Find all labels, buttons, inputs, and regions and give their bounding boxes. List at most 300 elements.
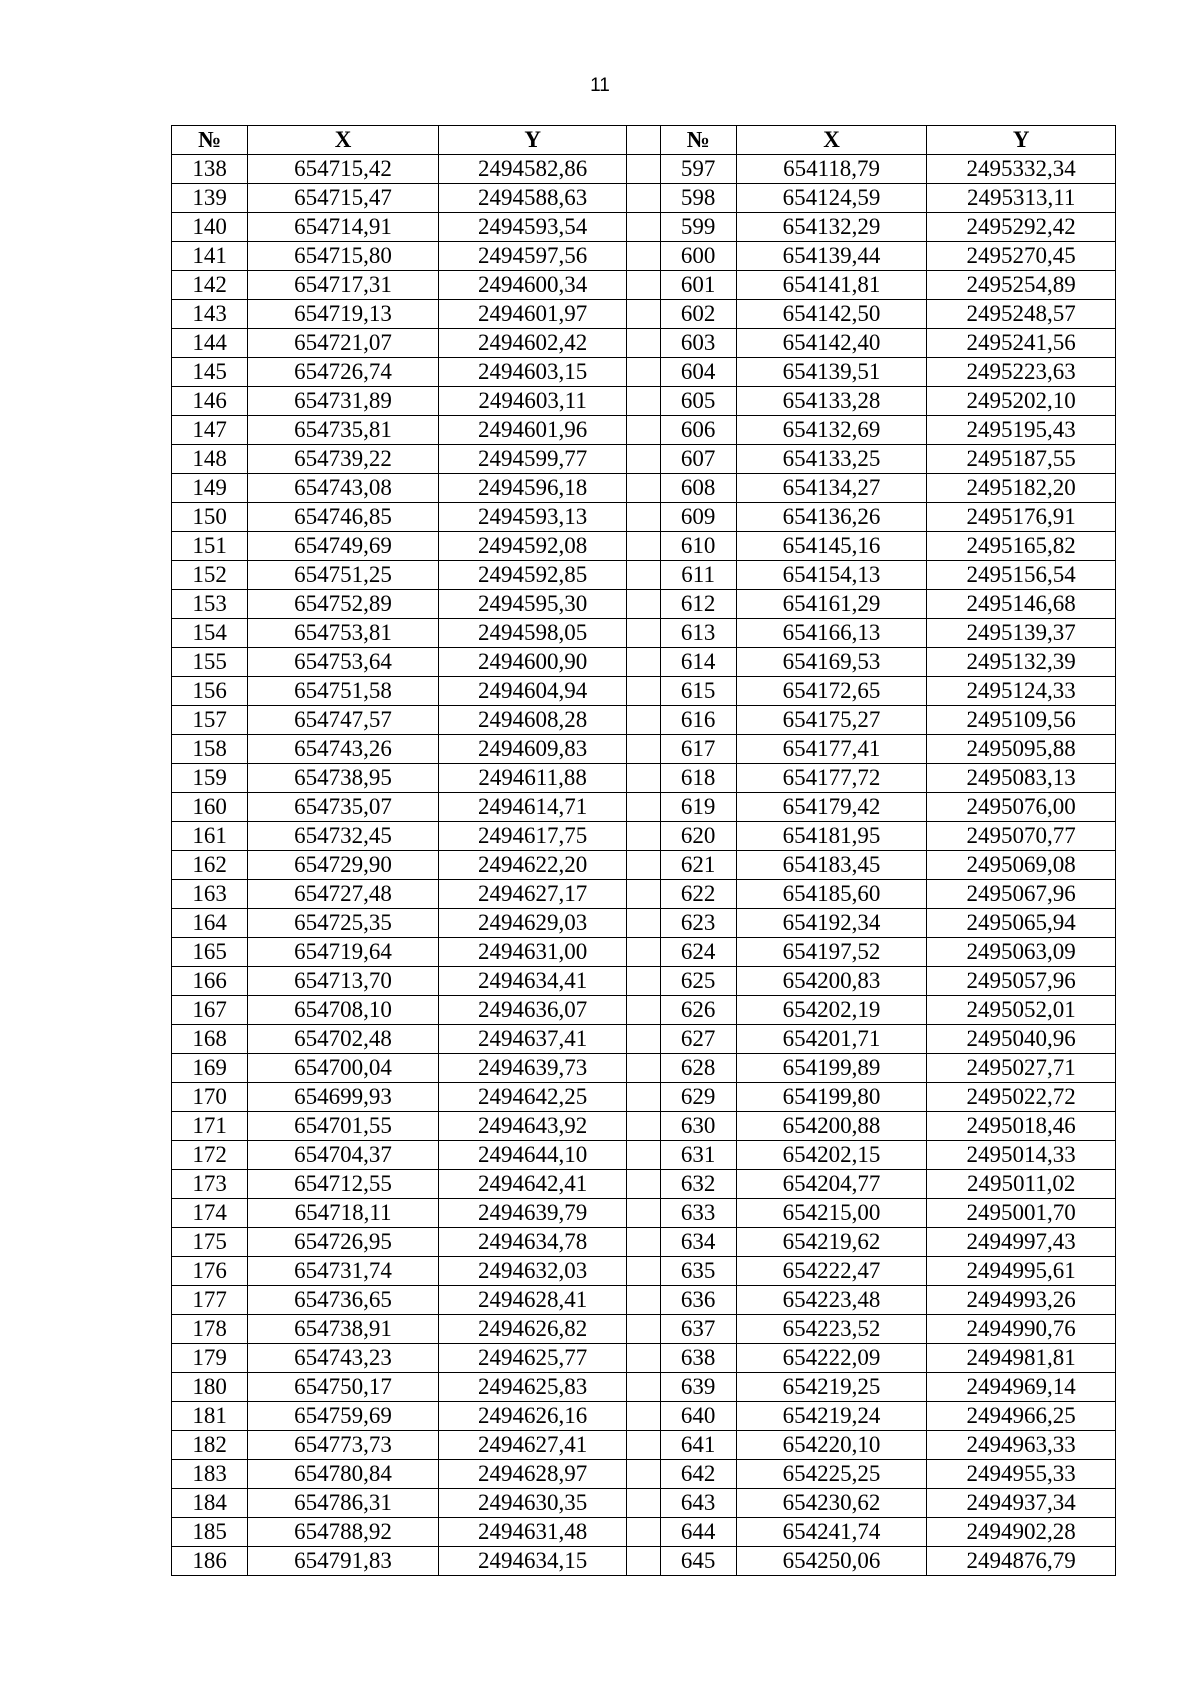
y-left-cell: 2494626,16	[438, 1402, 627, 1431]
y-left-cell: 2494644,10	[438, 1141, 627, 1170]
point-number-left-cell: 181	[172, 1402, 248, 1431]
point-number-right-cell: 634	[660, 1228, 736, 1257]
point-number-left-cell: 183	[172, 1460, 248, 1489]
x-left-cell: 654731,74	[248, 1257, 439, 1286]
point-number-right-cell: 607	[660, 445, 736, 474]
point-number-left-cell: 154	[172, 619, 248, 648]
y-right-cell: 2495187,55	[927, 445, 1116, 474]
x-left-cell: 654699,93	[248, 1083, 439, 1112]
x-left-cell: 654735,81	[248, 416, 439, 445]
x-left-cell: 654786,31	[248, 1489, 439, 1518]
x-left-cell: 654780,84	[248, 1460, 439, 1489]
point-number-right-cell: 609	[660, 503, 736, 532]
y-right-cell: 2495132,39	[927, 648, 1116, 677]
point-number-right-cell: 635	[660, 1257, 736, 1286]
spacer-cell	[627, 1344, 660, 1373]
point-number-right-cell: 598	[660, 184, 736, 213]
x-right-cell: 654215,00	[736, 1199, 927, 1228]
point-number-left-cell: 182	[172, 1431, 248, 1460]
point-number-right-cell: 643	[660, 1489, 736, 1518]
x-left-cell: 654702,48	[248, 1025, 439, 1054]
y-left-cell: 2494627,17	[438, 880, 627, 909]
y-right-cell: 2494981,81	[927, 1344, 1116, 1373]
y-left-cell: 2494625,77	[438, 1344, 627, 1373]
y-right-cell: 2494966,25	[927, 1402, 1116, 1431]
y-left-cell: 2494604,94	[438, 677, 627, 706]
coordinates-table	[171, 125, 1116, 1576]
x-right-cell: 654223,48	[736, 1286, 927, 1315]
y-left-cell: 2494609,83	[438, 735, 627, 764]
y-left-cell: 2494639,73	[438, 1054, 627, 1083]
y-right-cell: 2495109,56	[927, 706, 1116, 735]
table-row	[172, 300, 1116, 329]
x-right-cell: 654169,53	[736, 648, 927, 677]
y-right-cell: 2495313,11	[927, 184, 1116, 213]
point-number-left-cell: 158	[172, 735, 248, 764]
y-right-cell: 2495195,43	[927, 416, 1116, 445]
y-left-cell: 2494617,75	[438, 822, 627, 851]
y-right-cell: 2495018,46	[927, 1112, 1116, 1141]
x-right-cell: 654199,89	[736, 1054, 927, 1083]
y-left-cell: 2494642,25	[438, 1083, 627, 1112]
x-right-cell: 654219,62	[736, 1228, 927, 1257]
point-number-left-cell: 167	[172, 996, 248, 1025]
point-number-left-cell: 161	[172, 822, 248, 851]
x-right-cell: 654225,25	[736, 1460, 927, 1489]
y-right-cell: 2494876,79	[927, 1547, 1116, 1576]
y-right-cell: 2494990,76	[927, 1315, 1116, 1344]
y-left-cell: 2494628,97	[438, 1460, 627, 1489]
point-number-right-cell: 610	[660, 532, 736, 561]
point-number-right-cell: 637	[660, 1315, 736, 1344]
x-left-cell: 654719,13	[248, 300, 439, 329]
y-left-cell: 2494634,78	[438, 1228, 627, 1257]
point-number-right-cell: 608	[660, 474, 736, 503]
x-left-cell: 654753,81	[248, 619, 439, 648]
x-right-cell: 654132,69	[736, 416, 927, 445]
y-left-cell: 2494588,63	[438, 184, 627, 213]
y-left-cell: 2494643,92	[438, 1112, 627, 1141]
y-left-cell: 2494637,41	[438, 1025, 627, 1054]
table-row	[172, 1141, 1116, 1170]
point-number-right-cell: 599	[660, 213, 736, 242]
table-row	[172, 1286, 1116, 1315]
x-left-cell: 654752,89	[248, 590, 439, 619]
point-number-left-cell: 146	[172, 387, 248, 416]
table-row	[172, 1112, 1116, 1141]
x-left-cell: 654712,55	[248, 1170, 439, 1199]
spacer-cell	[627, 1373, 660, 1402]
table-row	[172, 590, 1116, 619]
point-number-right-cell: 605	[660, 387, 736, 416]
spacer-cell	[627, 677, 660, 706]
point-number-right-cell: 626	[660, 996, 736, 1025]
y-left-cell: 2494630,35	[438, 1489, 627, 1518]
y-right-cell: 2495067,96	[927, 880, 1116, 909]
x-right-cell: 654199,80	[736, 1083, 927, 1112]
y-right-cell: 2494993,26	[927, 1286, 1116, 1315]
point-number-right-cell: 642	[660, 1460, 736, 1489]
y-left-cell: 2494595,30	[438, 590, 627, 619]
x-right-cell: 654179,42	[736, 793, 927, 822]
y-left-cell: 2494601,97	[438, 300, 627, 329]
point-number-right-cell: 606	[660, 416, 736, 445]
y-right-cell: 2495248,57	[927, 300, 1116, 329]
x-left-cell: 654717,31	[248, 271, 439, 300]
spacer-cell	[627, 909, 660, 938]
spacer-cell	[627, 213, 660, 242]
point-number-right-cell: 612	[660, 590, 736, 619]
x-left-cell: 654719,64	[248, 938, 439, 967]
x-right-cell: 654161,29	[736, 590, 927, 619]
point-number-right-cell: 631	[660, 1141, 736, 1170]
point-number-left-cell: 157	[172, 706, 248, 735]
y-right-cell: 2495052,01	[927, 996, 1116, 1025]
x-left-cell: 654704,37	[248, 1141, 439, 1170]
spacer-cell	[627, 1460, 660, 1489]
y-right-cell: 2494995,61	[927, 1257, 1116, 1286]
x-left-cell: 654743,08	[248, 474, 439, 503]
y-left-cell: 2494631,48	[438, 1518, 627, 1547]
header-spacer	[627, 126, 660, 155]
x-right-cell: 654139,44	[736, 242, 927, 271]
spacer-cell	[627, 1199, 660, 1228]
x-right-cell: 654230,62	[736, 1489, 927, 1518]
y-left-cell: 2494601,96	[438, 416, 627, 445]
point-number-left-cell: 170	[172, 1083, 248, 1112]
spacer-cell	[627, 1112, 660, 1141]
table-row	[172, 1199, 1116, 1228]
x-right-cell: 654177,41	[736, 735, 927, 764]
table-row	[172, 735, 1116, 764]
point-number-left-cell: 179	[172, 1344, 248, 1373]
y-right-cell: 2495156,54	[927, 561, 1116, 590]
spacer-cell	[627, 1518, 660, 1547]
point-number-left-cell: 185	[172, 1518, 248, 1547]
point-number-left-cell: 168	[172, 1025, 248, 1054]
x-left-cell: 654713,70	[248, 967, 439, 996]
x-left-cell: 654759,69	[248, 1402, 439, 1431]
point-number-left-cell: 169	[172, 1054, 248, 1083]
y-right-cell: 2494997,43	[927, 1228, 1116, 1257]
spacer-cell	[627, 1402, 660, 1431]
x-left-cell: 654721,07	[248, 329, 439, 358]
spacer-cell	[627, 242, 660, 271]
spacer-cell	[627, 1054, 660, 1083]
spacer-cell	[627, 1315, 660, 1344]
point-number-right-cell: 623	[660, 909, 736, 938]
point-number-right-cell: 633	[660, 1199, 736, 1228]
point-number-right-cell: 627	[660, 1025, 736, 1054]
y-left-cell: 2494598,05	[438, 619, 627, 648]
y-right-cell: 2495001,70	[927, 1199, 1116, 1228]
point-number-right-cell: 641	[660, 1431, 736, 1460]
point-number-right-cell: 611	[660, 561, 736, 590]
x-right-cell: 654132,29	[736, 213, 927, 242]
table-row	[172, 155, 1116, 184]
x-right-cell: 654133,28	[736, 387, 927, 416]
x-left-cell: 654746,85	[248, 503, 439, 532]
x-right-cell: 654145,16	[736, 532, 927, 561]
x-left-cell: 654700,04	[248, 1054, 439, 1083]
x-right-cell: 654202,19	[736, 996, 927, 1025]
spacer-cell	[627, 474, 660, 503]
spacer-cell	[627, 1489, 660, 1518]
spacer-cell	[627, 996, 660, 1025]
y-left-cell: 2494599,77	[438, 445, 627, 474]
point-number-right-cell: 639	[660, 1373, 736, 1402]
y-right-cell: 2494937,34	[927, 1489, 1116, 1518]
x-right-cell: 654200,83	[736, 967, 927, 996]
y-right-cell: 2495146,68	[927, 590, 1116, 619]
point-number-left-cell: 149	[172, 474, 248, 503]
x-right-cell: 654220,10	[736, 1431, 927, 1460]
x-right-cell: 654250,06	[736, 1547, 927, 1576]
point-number-right-cell: 640	[660, 1402, 736, 1431]
x-left-cell: 654736,65	[248, 1286, 439, 1315]
x-right-cell: 654136,26	[736, 503, 927, 532]
table-row	[172, 1460, 1116, 1489]
point-number-right-cell: 600	[660, 242, 736, 271]
spacer-cell	[627, 1228, 660, 1257]
table-row	[172, 706, 1116, 735]
x-left-cell: 654753,64	[248, 648, 439, 677]
point-number-right-cell: 616	[660, 706, 736, 735]
x-right-cell: 654141,81	[736, 271, 927, 300]
y-left-cell: 2494593,13	[438, 503, 627, 532]
x-left-cell: 654701,55	[248, 1112, 439, 1141]
x-right-cell: 654197,52	[736, 938, 927, 967]
table-row	[172, 474, 1116, 503]
table-row	[172, 764, 1116, 793]
point-number-right-cell: 619	[660, 793, 736, 822]
point-number-left-cell: 173	[172, 1170, 248, 1199]
point-number-left-cell: 178	[172, 1315, 248, 1344]
point-number-left-cell: 186	[172, 1547, 248, 1576]
x-left-cell: 654735,07	[248, 793, 439, 822]
y-left-cell: 2494608,28	[438, 706, 627, 735]
point-number-right-cell: 613	[660, 619, 736, 648]
point-number-right-cell: 614	[660, 648, 736, 677]
spacer-cell	[627, 1025, 660, 1054]
table-row	[172, 532, 1116, 561]
header-y-right: Y	[927, 126, 1116, 155]
y-left-cell: 2494631,00	[438, 938, 627, 967]
y-left-cell: 2494592,08	[438, 532, 627, 561]
x-right-cell: 654175,27	[736, 706, 927, 735]
spacer-cell	[627, 967, 660, 996]
x-left-cell: 654725,35	[248, 909, 439, 938]
point-number-right-cell: 602	[660, 300, 736, 329]
x-left-cell: 654718,11	[248, 1199, 439, 1228]
y-left-cell: 2494636,07	[438, 996, 627, 1025]
table-row	[172, 1170, 1116, 1199]
point-number-left-cell: 140	[172, 213, 248, 242]
point-number-left-cell: 151	[172, 532, 248, 561]
x-right-cell: 654181,95	[736, 822, 927, 851]
table-row	[172, 1083, 1116, 1112]
x-left-cell: 654731,89	[248, 387, 439, 416]
point-number-left-cell: 141	[172, 242, 248, 271]
point-number-left-cell: 139	[172, 184, 248, 213]
y-left-cell: 2494642,41	[438, 1170, 627, 1199]
spacer-cell	[627, 358, 660, 387]
point-number-right-cell: 632	[660, 1170, 736, 1199]
point-number-left-cell: 156	[172, 677, 248, 706]
y-left-cell: 2494639,79	[438, 1199, 627, 1228]
y-right-cell: 2495182,20	[927, 474, 1116, 503]
table-row	[172, 242, 1116, 271]
table-row	[172, 1025, 1116, 1054]
point-number-left-cell: 148	[172, 445, 248, 474]
point-number-right-cell: 615	[660, 677, 736, 706]
spacer-cell	[627, 184, 660, 213]
spacer-cell	[627, 1286, 660, 1315]
x-left-cell: 654729,90	[248, 851, 439, 880]
point-number-right-cell: 645	[660, 1547, 736, 1576]
x-left-cell: 654743,23	[248, 1344, 439, 1373]
table-row	[172, 1402, 1116, 1431]
x-left-cell: 654715,80	[248, 242, 439, 271]
point-number-right-cell: 621	[660, 851, 736, 880]
table-row	[172, 1228, 1116, 1257]
y-right-cell: 2495057,96	[927, 967, 1116, 996]
y-right-cell: 2494902,28	[927, 1518, 1116, 1547]
table-row	[172, 1431, 1116, 1460]
x-left-cell: 654738,95	[248, 764, 439, 793]
point-number-left-cell: 153	[172, 590, 248, 619]
x-right-cell: 654241,74	[736, 1518, 927, 1547]
x-left-cell: 654743,26	[248, 735, 439, 764]
x-left-cell: 654773,73	[248, 1431, 439, 1460]
point-number-left-cell: 172	[172, 1141, 248, 1170]
point-number-left-cell: 147	[172, 416, 248, 445]
y-left-cell: 2494634,41	[438, 967, 627, 996]
spacer-cell	[627, 271, 660, 300]
point-number-left-cell: 145	[172, 358, 248, 387]
point-number-left-cell: 164	[172, 909, 248, 938]
table-row	[172, 880, 1116, 909]
y-right-cell: 2495069,08	[927, 851, 1116, 880]
y-right-cell: 2495027,71	[927, 1054, 1116, 1083]
point-number-left-cell: 138	[172, 155, 248, 184]
spacer-cell	[627, 648, 660, 677]
x-right-cell: 654219,24	[736, 1402, 927, 1431]
point-number-right-cell: 624	[660, 938, 736, 967]
point-number-left-cell: 175	[172, 1228, 248, 1257]
x-left-cell: 654747,57	[248, 706, 439, 735]
table-row	[172, 1373, 1116, 1402]
point-number-right-cell: 620	[660, 822, 736, 851]
table-row	[172, 793, 1116, 822]
point-number-left-cell: 143	[172, 300, 248, 329]
spacer-cell	[627, 329, 660, 358]
table-row	[172, 967, 1116, 996]
spacer-cell	[627, 445, 660, 474]
y-right-cell: 2495022,72	[927, 1083, 1116, 1112]
point-number-right-cell: 630	[660, 1112, 736, 1141]
point-number-left-cell: 165	[172, 938, 248, 967]
table-row	[172, 445, 1116, 474]
point-number-left-cell: 162	[172, 851, 248, 880]
y-left-cell: 2494622,20	[438, 851, 627, 880]
y-left-cell: 2494600,34	[438, 271, 627, 300]
spacer-cell	[627, 561, 660, 590]
spacer-cell	[627, 1141, 660, 1170]
y-left-cell: 2494602,42	[438, 329, 627, 358]
y-right-cell: 2495241,56	[927, 329, 1116, 358]
header-number-left: №	[172, 126, 248, 155]
header-number-right: №	[660, 126, 736, 155]
point-number-left-cell: 166	[172, 967, 248, 996]
spacer-cell	[627, 416, 660, 445]
y-right-cell: 2495270,45	[927, 242, 1116, 271]
x-left-cell: 654749,69	[248, 532, 439, 561]
y-left-cell: 2494592,85	[438, 561, 627, 590]
x-left-cell: 654708,10	[248, 996, 439, 1025]
point-number-left-cell: 180	[172, 1373, 248, 1402]
point-number-right-cell: 636	[660, 1286, 736, 1315]
spacer-cell	[627, 619, 660, 648]
x-right-cell: 654172,65	[736, 677, 927, 706]
y-left-cell: 2494611,88	[438, 764, 627, 793]
point-number-left-cell: 159	[172, 764, 248, 793]
x-left-cell: 654739,22	[248, 445, 439, 474]
table-body	[172, 155, 1116, 1576]
table-row	[172, 1315, 1116, 1344]
y-right-cell: 2495176,91	[927, 503, 1116, 532]
spacer-cell	[627, 1547, 660, 1576]
table-row	[172, 996, 1116, 1025]
point-number-left-cell: 155	[172, 648, 248, 677]
y-left-cell: 2494632,03	[438, 1257, 627, 1286]
spacer-cell	[627, 851, 660, 880]
table-row	[172, 648, 1116, 677]
x-right-cell: 654142,40	[736, 329, 927, 358]
y-right-cell: 2495011,02	[927, 1170, 1116, 1199]
spacer-cell	[627, 735, 660, 764]
x-right-cell: 654223,52	[736, 1315, 927, 1344]
header-x-right: X	[736, 126, 927, 155]
spacer-cell	[627, 880, 660, 909]
x-right-cell: 654192,34	[736, 909, 927, 938]
point-number-left-cell: 163	[172, 880, 248, 909]
spacer-cell	[627, 300, 660, 329]
y-left-cell: 2494603,11	[438, 387, 627, 416]
table-row	[172, 1518, 1116, 1547]
table-row	[172, 938, 1116, 967]
page-number: 11	[590, 75, 610, 96]
y-right-cell: 2495202,10	[927, 387, 1116, 416]
y-right-cell: 2495139,37	[927, 619, 1116, 648]
point-number-left-cell: 184	[172, 1489, 248, 1518]
y-right-cell: 2495083,13	[927, 764, 1116, 793]
header-x-left: X	[248, 126, 439, 155]
point-number-right-cell: 618	[660, 764, 736, 793]
x-right-cell: 654139,51	[736, 358, 927, 387]
table-row	[172, 909, 1116, 938]
y-left-cell: 2494628,41	[438, 1286, 627, 1315]
y-left-cell: 2494603,15	[438, 358, 627, 387]
x-left-cell: 654738,91	[248, 1315, 439, 1344]
y-right-cell: 2495095,88	[927, 735, 1116, 764]
x-left-cell: 654750,17	[248, 1373, 439, 1402]
y-right-cell: 2494963,33	[927, 1431, 1116, 1460]
x-left-cell: 654788,92	[248, 1518, 439, 1547]
spacer-cell	[627, 706, 660, 735]
table-row	[172, 1344, 1116, 1373]
x-right-cell: 654166,13	[736, 619, 927, 648]
